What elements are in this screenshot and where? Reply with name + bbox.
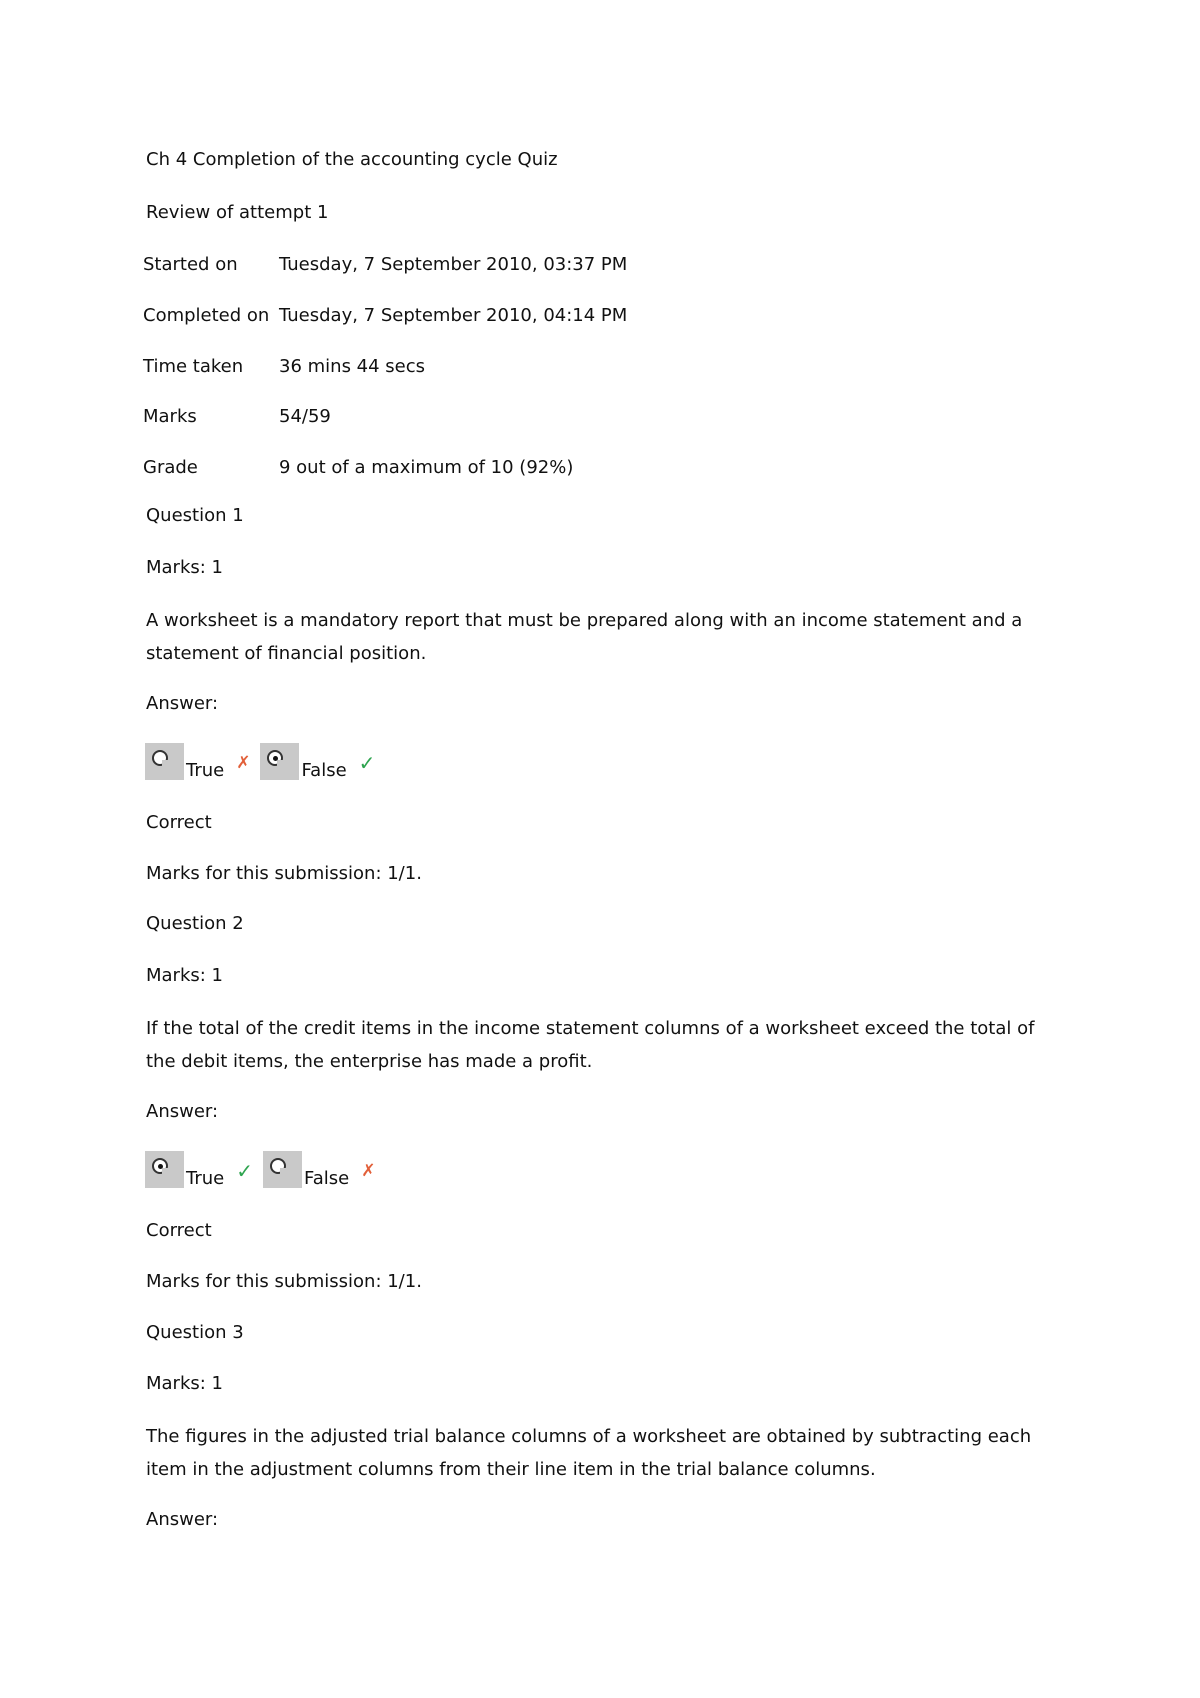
- question-title: Question 2: [146, 913, 244, 934]
- summary-value: 36 mins 44 secs: [279, 356, 426, 377]
- question-marks: Marks: 1: [146, 557, 224, 578]
- answer-label: Answer:: [146, 1509, 219, 1530]
- summary-value: Tuesday, 7 September 2010, 04:14 PM: [279, 305, 628, 326]
- radio-icon: [152, 750, 168, 766]
- submission-marks: Marks for this submission: 1/1.: [146, 863, 422, 884]
- result-label: Correct: [146, 1220, 212, 1241]
- attempt-subtitle: Review of attempt 1: [146, 202, 329, 223]
- radio-selected-icon: [152, 1158, 168, 1174]
- summary-row-grade: [143, 457, 573, 479]
- answer-label: Answer:: [146, 1101, 219, 1122]
- question-text: The figures in the adjusted trial balance columns of a worksheet are obtained by subtracting each item in the adjustment columns from their line item in the trial balance columns.: [146, 1426, 1032, 1480]
- cross-icon: ✗: [361, 1161, 376, 1181]
- summary-label: Completed on: [143, 305, 270, 326]
- summary-label: Time taken: [143, 356, 244, 377]
- result-label: Correct: [146, 812, 212, 833]
- summary-row-marks: [143, 406, 331, 428]
- summary-label: Grade: [143, 457, 198, 478]
- question-title: Question 1: [146, 505, 244, 526]
- radio-icon: [270, 1158, 286, 1174]
- cross-icon: ✗: [236, 753, 251, 773]
- checkmark-icon: ✓: [358, 751, 376, 775]
- option-label-false: False: [304, 1168, 350, 1189]
- answer-options: [145, 1148, 385, 1188]
- question-title: Question 3: [146, 1322, 244, 1343]
- summary-label: Marks: [143, 406, 197, 427]
- radio-selected-icon: [267, 750, 283, 766]
- radio-false[interactable]: [263, 1151, 302, 1188]
- page-title: Ch 4 Completion of the accounting cycle Quiz: [146, 149, 558, 170]
- submission-marks: Marks for this submission: 1/1.: [146, 1271, 422, 1292]
- summary-row-completed: [143, 305, 627, 327]
- option-label-true: True: [186, 760, 225, 781]
- summary-row-time: [143, 356, 425, 378]
- question-marks: Marks: 1: [146, 965, 224, 986]
- checkmark-icon: ✓: [236, 1159, 253, 1183]
- question-text: If the total of the credit items in the income statement columns of a worksheet exceed the total of the debit items, the enterprise has made a profit.: [146, 1018, 1035, 1072]
- summary-value: 9 out of a maximum of 10 (92%): [279, 457, 574, 478]
- answer-options: [145, 740, 385, 780]
- option-label-false: False: [301, 760, 347, 781]
- summary-row-started: [143, 254, 627, 276]
- radio-false[interactable]: [260, 743, 299, 780]
- summary-value: Tuesday, 7 September 2010, 03:37 PM: [279, 254, 628, 275]
- answer-label: Answer:: [146, 693, 219, 714]
- radio-true[interactable]: [145, 1151, 184, 1188]
- question-text: A worksheet is a mandatory report that must be prepared along with an income statement and a statement of financial position.: [146, 610, 1023, 664]
- summary-value: 54/59: [279, 406, 331, 427]
- option-label-true: True: [186, 1168, 225, 1189]
- radio-true[interactable]: [145, 743, 184, 780]
- question-marks: Marks: 1: [146, 1373, 224, 1394]
- summary-label: Started on: [143, 254, 238, 275]
